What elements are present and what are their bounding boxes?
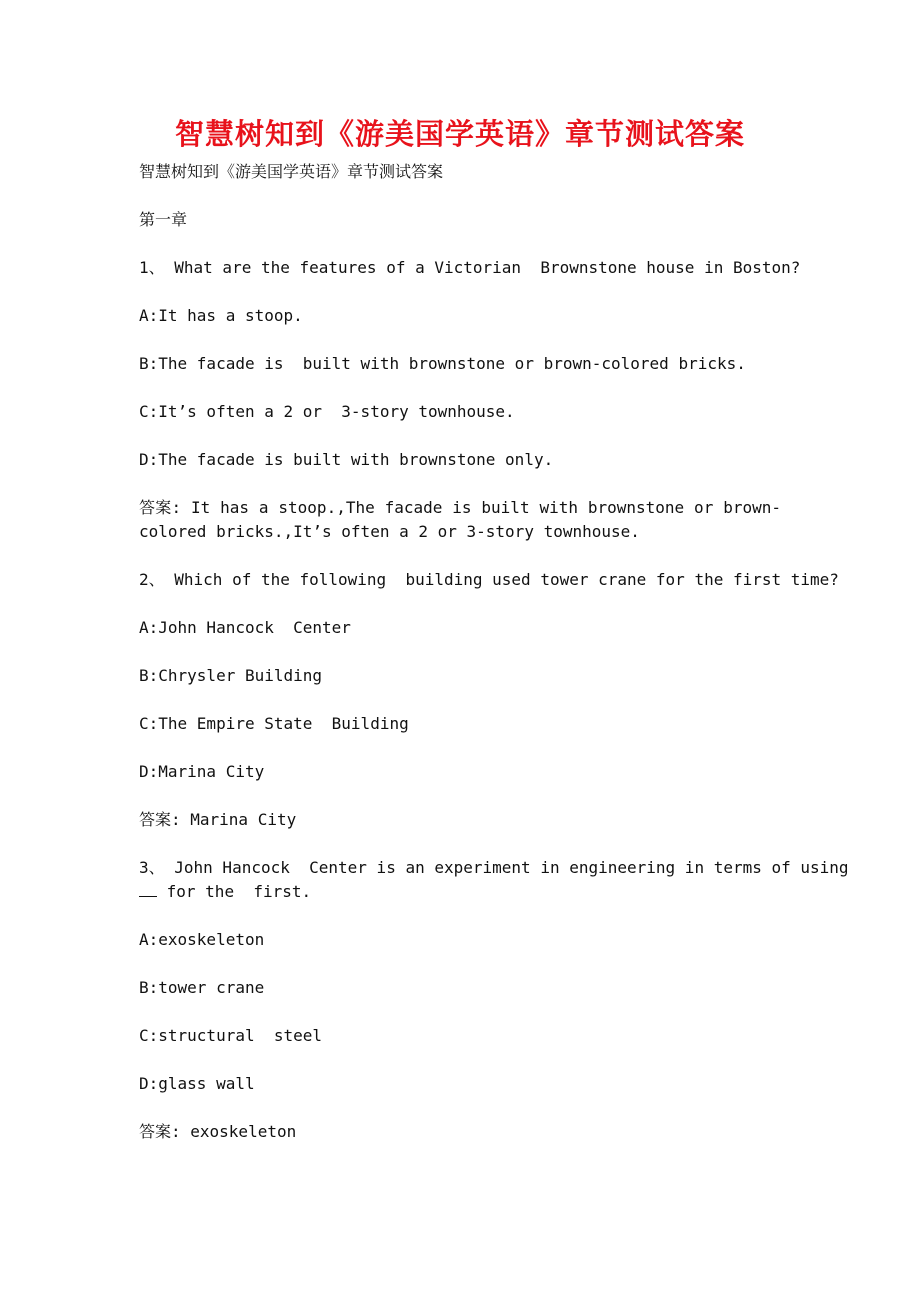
question-1-option-a: A:It has a stoop. — [139, 306, 303, 325]
question-2-option-d: D:Marina City — [139, 762, 265, 781]
question-3-option-d: D:glass wall — [139, 1074, 255, 1093]
question-2-answer: 答案: Marina City — [139, 810, 297, 829]
question-3-stem: 3、 John Hancock Center is an experiment in engineering in terms of using — [139, 858, 849, 877]
question-2-option-a: A:John Hancock Center — [139, 618, 351, 637]
document-body — [139, 160, 849, 1144]
question-1-stem: 1、 What are the features of a Victorian Brownstone house in Boston? — [139, 258, 801, 277]
fill-in-blank — [139, 881, 157, 897]
question-2-option-c: C:The Empire State Building — [139, 714, 409, 733]
question-2-stem: 2、 Which of the following building used tower crane for the first time? — [139, 570, 839, 589]
question-1-option-c: C:It’s often a 2 or 3-story townhouse. — [139, 402, 515, 421]
question-1-answer: 答案: It has a stoop.,The facade is built with brownstone or brown-colored bricks.,It’s often a 2 or 3-story townhouse. — [139, 498, 781, 541]
question-3-stem-tail: for the first. — [166, 882, 312, 901]
question-3-answer: 答案: exoskeleton — [139, 1122, 297, 1141]
question-1-option-b: B:The facade is built with brownstone or brown-colored bricks. — [139, 354, 746, 373]
question-3-option-a: A:exoskeleton — [139, 930, 265, 949]
question-3-option-b: B:tower crane — [139, 978, 265, 997]
question-2-option-b: B:Chrysler Building — [139, 666, 323, 685]
document-title: 智慧树知到《游美国学英语》章节测试答案 — [174, 117, 745, 151]
document-subtitle: 智慧树知到《游美国学英语》章节测试答案 — [139, 162, 444, 181]
question-3-stem-continued — [139, 880, 781, 904]
chapter-heading: 第一章 — [139, 210, 188, 229]
question-1-option-d: D:The facade is built with brownstone only. — [139, 450, 554, 469]
question-3-option-c: C:structural steel — [139, 1026, 323, 1045]
